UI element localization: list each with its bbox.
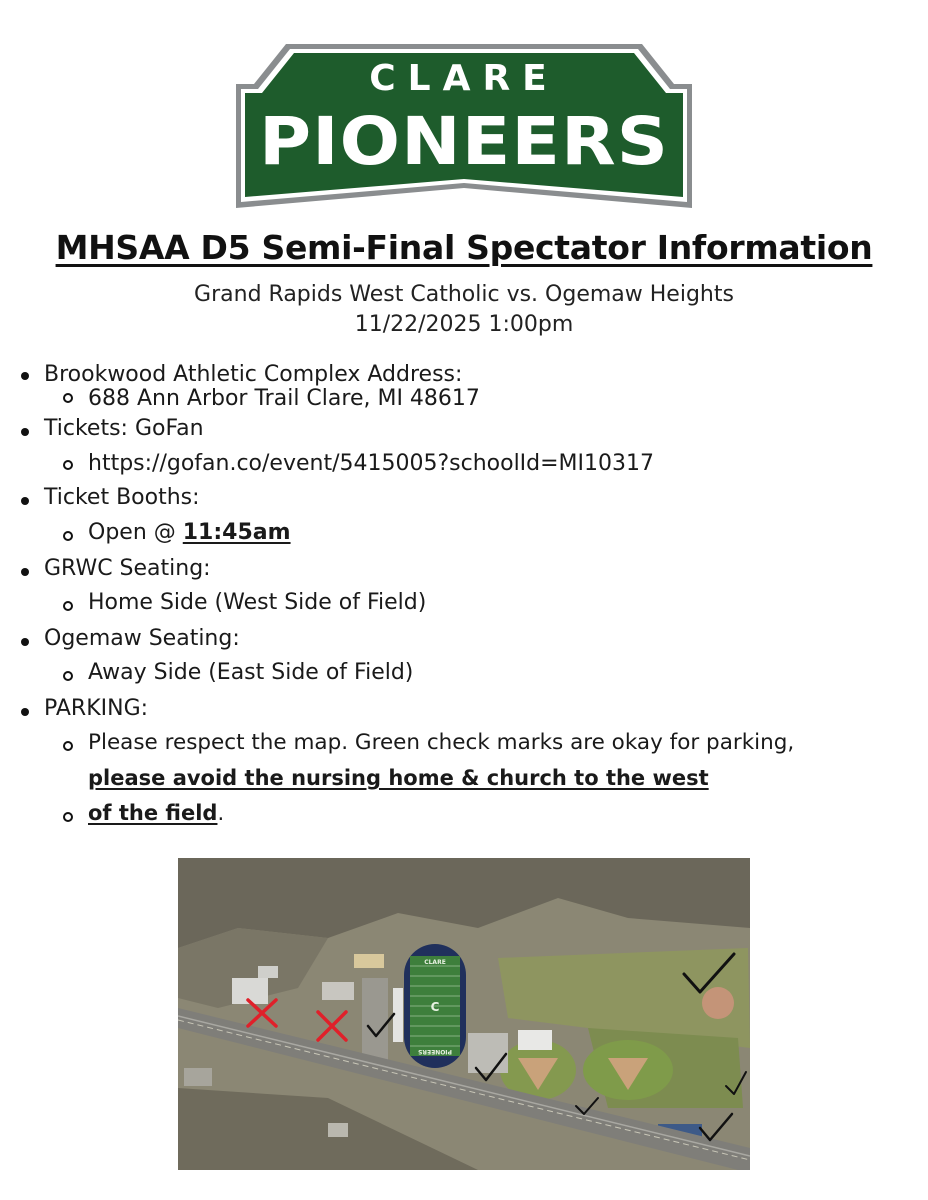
booths-label: Ticket Booths: — [44, 485, 200, 510]
bullet-icon — [21, 497, 29, 505]
tickets-link[interactable]: https://gofan.co/event/5415005?schoolId=MI10317 — [88, 451, 655, 476]
bullet-icon — [21, 372, 29, 380]
tickets-label: Tickets: GoFan — [44, 416, 204, 441]
circle-bullet-icon — [63, 741, 73, 751]
grwc-seating-value: Home Side (West Side of Field) — [88, 590, 427, 615]
matchup-subtitle: Grand Rapids West Catholic vs. Ogemaw Heights — [194, 282, 734, 307]
booths-open — [88, 520, 291, 545]
field-endzone-bottom-text: PIONEERS — [418, 1048, 452, 1055]
address-label: Brookwood Athletic Complex Address: — [44, 362, 463, 387]
game-datetime: 11/22/2025 1:00pm — [354, 312, 574, 337]
bullet-icon — [21, 708, 29, 716]
parking-map — [178, 858, 750, 1170]
ogemaw-seating-label: Ogemaw Seating: — [44, 626, 240, 651]
parking-label: PARKING: — [44, 696, 149, 721]
parking-note: Please respect the map. Green check marks are okay for parking, — [88, 730, 795, 755]
bullet-icon — [21, 568, 29, 576]
address-value: 688 Ann Arbor Trail Clare, MI 48617 — [88, 386, 480, 411]
circle-bullet-icon — [63, 601, 73, 611]
circle-bullet-icon — [63, 460, 73, 470]
circle-bullet-icon — [63, 671, 73, 681]
logo-line1: CLARE — [369, 58, 559, 99]
page-title: MHSAA D5 Semi-Final Spectator Information — [55, 228, 873, 267]
grwc-seating-label: GRWC Seating: — [44, 556, 211, 581]
ogemaw-seating-value: Away Side (East Side of Field) — [88, 660, 414, 685]
field-center-logo-text: C — [430, 1000, 440, 1014]
booths-open-time: 11:45am — [182, 520, 291, 545]
circle-bullet-icon — [63, 531, 73, 541]
circle-bullet-icon — [63, 812, 73, 822]
bullet-icon — [21, 638, 29, 646]
parking-warning-tail: of the field — [88, 801, 218, 825]
parking-warning-cont — [88, 801, 224, 825]
booths-open-prefix: Open @ — [88, 520, 183, 545]
circle-bullet-icon — [63, 393, 73, 403]
parking-warning-period: . — [217, 801, 225, 825]
parking-warning: please avoid the nursing home & church to the west — [88, 766, 709, 790]
bullet-icon — [21, 428, 29, 436]
field-endzone-top-text: CLARE — [424, 959, 446, 966]
logo-line2: PIONEERS — [259, 103, 669, 180]
